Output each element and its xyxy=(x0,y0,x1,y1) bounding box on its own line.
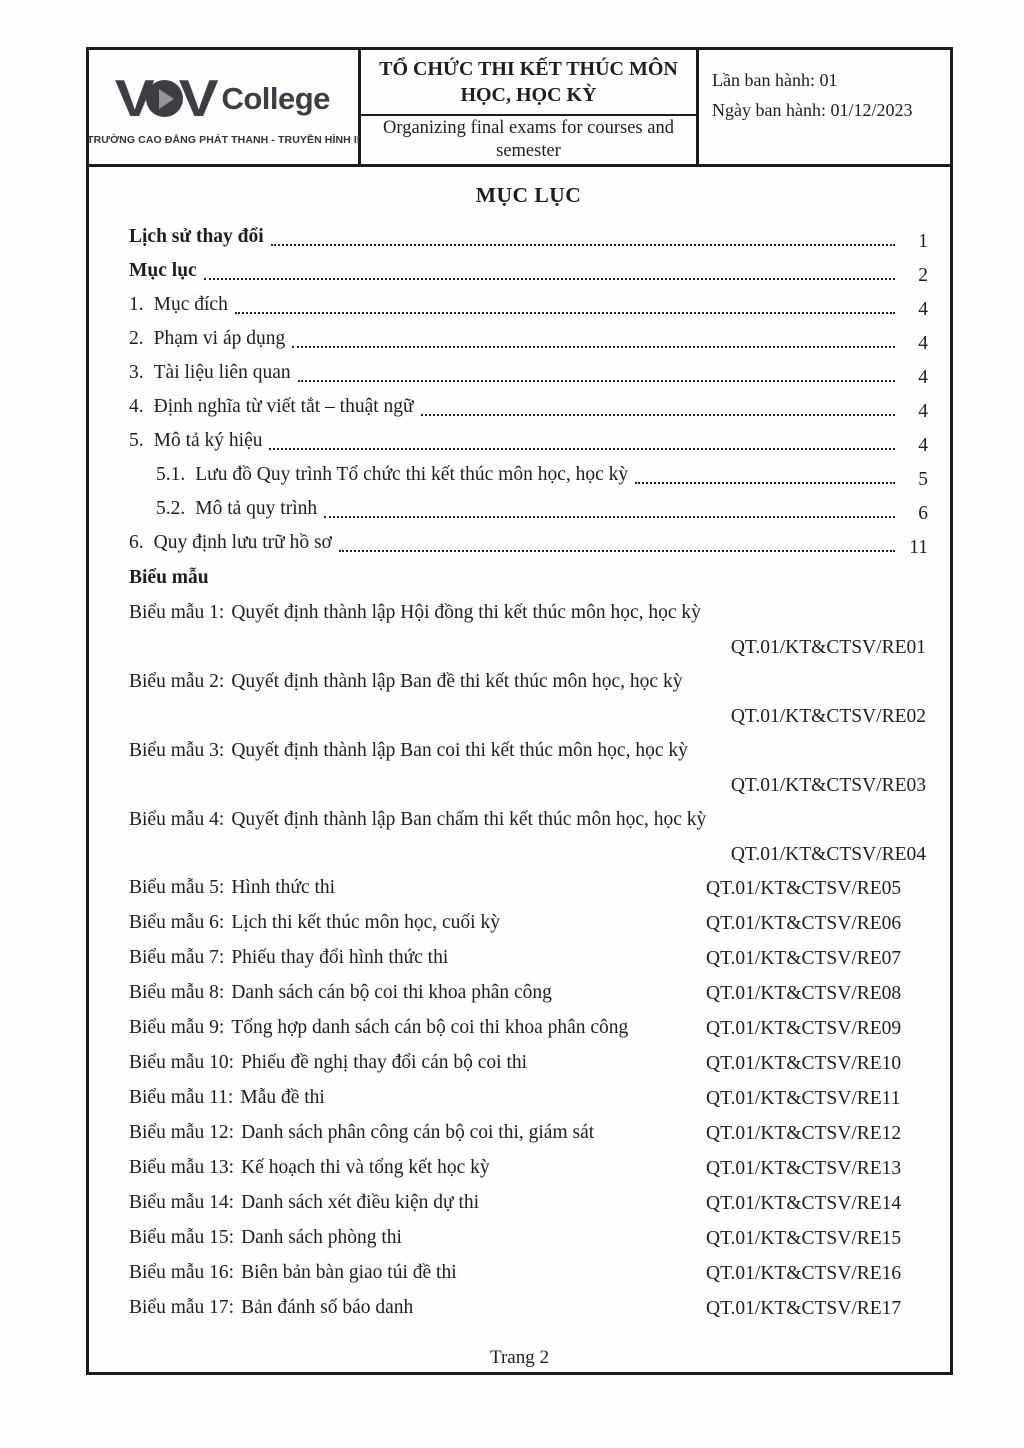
form-entry-title: Tổng hợp danh sách cán bộ coi thi khoa phân công xyxy=(231,1017,629,1039)
toc-entry-page: 11 xyxy=(909,537,928,558)
school-name: TRƯỜNG CAO ĐẲNG PHÁT THANH - TRUYỀN HÌNH II xyxy=(87,133,360,146)
toc-entry xyxy=(129,322,928,356)
toc-entry-number: 5.1. xyxy=(156,464,186,485)
dotted-leader xyxy=(298,380,895,382)
page-title: MỤC LỤC xyxy=(475,183,582,207)
document-title-en: Organizing final exams for courses and semester xyxy=(383,117,674,161)
form-entry-title: Phiếu đề nghị thay đổi cán bộ coi thi xyxy=(241,1052,528,1074)
form-entry-title: Lịch thi kết thúc môn học, cuối kỳ xyxy=(231,912,500,934)
form-entry-prefix: Biểu mẫu 5: xyxy=(129,877,225,899)
form-entry xyxy=(129,1291,928,1326)
form-entry-title: Kế hoạch thi và tổng kết học kỳ xyxy=(241,1157,490,1179)
form-entry xyxy=(129,1046,928,1081)
form-entry-code: QT.01/KT&CTSV/RE08 xyxy=(706,982,902,1004)
document-content xyxy=(89,167,950,1326)
form-entry-label xyxy=(129,1121,706,1145)
toc-entry-page: 2 xyxy=(918,265,928,286)
toc-entry-label: Mô tả quy trình xyxy=(195,498,318,519)
form-entry-prefix: Biểu mẫu 1: xyxy=(129,602,225,623)
toc-entry-page: 5 xyxy=(918,469,928,490)
form-entry-label xyxy=(129,1296,706,1320)
form-entry-code: QT.01/KT&CTSV/RE16 xyxy=(706,1262,902,1284)
vov-logo xyxy=(114,69,330,128)
toc-entry-label: Mục lục xyxy=(129,260,197,281)
dotted-leader xyxy=(235,312,895,314)
form-entry-prefix: Biểu mẫu 2: xyxy=(129,671,225,692)
form-entry-code: QT.01/KT&CTSV/RE10 xyxy=(706,1052,902,1074)
form-entry-title: Danh sách phòng thi xyxy=(241,1227,402,1249)
toc-entry-page: 4 xyxy=(918,333,928,354)
title-cell xyxy=(361,50,699,164)
toc-entry-label: Mục đích xyxy=(153,294,228,315)
form-entry-prefix: Biểu mẫu 12: xyxy=(129,1122,235,1144)
form-entry-code: QT.01/KT&CTSV/RE03 xyxy=(730,775,926,796)
logo-letter-v1: V xyxy=(114,69,151,128)
form-entry-title: Quyết định thành lập Hội đồng thi kết thúc môn học, học kỳ xyxy=(231,602,701,623)
dotted-leader xyxy=(271,244,895,246)
toc-entry xyxy=(129,220,928,254)
form-entry-prefix: Biểu mẫu 16: xyxy=(129,1262,235,1284)
form-entry-label xyxy=(129,664,928,700)
form-entry-title: Quyết định thành lập Ban chấm thi kết thúc môn học, học kỳ xyxy=(231,809,707,830)
form-entry-prefix: Biểu mẫu 14: xyxy=(129,1192,235,1214)
form-entry-code: QT.01/KT&CTSV/RE02 xyxy=(730,706,926,727)
form-entry-label xyxy=(129,1086,706,1110)
toc-entry xyxy=(129,254,928,288)
logo-college-label: College xyxy=(221,80,330,116)
form-entry-label xyxy=(129,802,928,838)
form-entry-code: QT.01/KT&CTSV/RE01 xyxy=(730,637,926,658)
form-entry-title: Danh sách cán bộ coi thi khoa phân công xyxy=(231,982,552,1004)
dotted-leader xyxy=(339,550,895,552)
toc-entry-number: 1. xyxy=(129,294,144,315)
form-entry-label xyxy=(129,946,706,970)
page-footer: Trang 2 xyxy=(490,1347,549,1368)
toc-entry xyxy=(129,390,928,424)
form-entry xyxy=(129,976,928,1011)
document-title-vi: TỔ CHỨC THI KẾT THÚC MÔN HỌC, HỌC KỲ xyxy=(361,50,696,116)
toc-entry xyxy=(129,288,928,322)
form-entry xyxy=(129,1186,928,1221)
toc-entry-label: Mô tả ký hiệu xyxy=(153,430,263,451)
form-entry-code: QT.01/KT&CTSV/RE04 xyxy=(730,844,926,865)
toc-entry-label: Lịch sử thay đổi xyxy=(129,226,264,247)
toc-entry-page: 4 xyxy=(918,401,928,422)
form-entry-prefix: Biểu mẫu 4: xyxy=(129,809,225,830)
form-entry-prefix: Biểu mẫu 8: xyxy=(129,982,225,1004)
form-entry-code: QT.01/KT&CTSV/RE17 xyxy=(706,1297,902,1319)
form-entry-prefix: Biểu mẫu 10: xyxy=(129,1052,235,1074)
form-entry-prefix: Biểu mẫu 3: xyxy=(129,740,225,761)
toc-entry-number: 4. xyxy=(129,396,144,417)
dotted-leader xyxy=(269,448,895,450)
form-entry-code: QT.01/KT&CTSV/RE13 xyxy=(706,1157,902,1179)
form-entry xyxy=(129,1081,928,1116)
toc-entry xyxy=(129,424,928,458)
document-box xyxy=(86,47,953,1375)
form-entry-label xyxy=(129,1261,706,1285)
form-entry-code: QT.01/KT&CTSV/RE14 xyxy=(706,1192,902,1214)
form-entry-label xyxy=(129,1051,706,1075)
form-entry xyxy=(129,664,928,733)
toc-entry-page: 4 xyxy=(918,435,928,456)
toc-entry-page: 4 xyxy=(918,299,928,320)
form-entry xyxy=(129,802,928,871)
dotted-leader xyxy=(324,516,895,518)
form-entry-prefix: Biểu mẫu 13: xyxy=(129,1157,235,1179)
toc-entry-number: 6. xyxy=(129,532,144,553)
toc-entry xyxy=(129,526,928,560)
play-icon xyxy=(146,80,183,117)
toc-entry-label: Định nghĩa từ viết tắt – thuật ngữ xyxy=(153,396,414,417)
form-entry xyxy=(129,1011,928,1046)
form-entry xyxy=(129,1256,928,1291)
form-entry xyxy=(129,941,928,976)
issue-cell xyxy=(699,50,950,164)
issue-number: Lần ban hành: 01 xyxy=(712,70,838,90)
toc-entry-label: Tài liệu liên quan xyxy=(153,362,291,383)
form-entry-prefix: Biểu mẫu 15: xyxy=(129,1227,235,1249)
form-entry xyxy=(129,1116,928,1151)
toc-entry-label: Phạm vi áp dụng xyxy=(153,328,286,349)
toc-entry-page: 1 xyxy=(918,231,928,252)
logo-cell xyxy=(89,50,361,164)
toc-entry xyxy=(129,458,928,492)
form-entry-title: Danh sách phân công cán bộ coi thi, giám sát xyxy=(241,1122,595,1144)
form-entry-prefix: Biểu mẫu 17: xyxy=(129,1297,235,1319)
form-entry-code: QT.01/KT&CTSV/RE12 xyxy=(706,1122,902,1144)
form-entry-code: QT.01/KT&CTSV/RE11 xyxy=(706,1087,901,1109)
form-entry-title: Mẫu đề thi xyxy=(240,1087,325,1109)
form-entry-title: Quyết định thành lập Ban đề thi kết thúc môn học, học kỳ xyxy=(231,671,683,692)
form-entry-label xyxy=(129,981,706,1005)
toc-entry-number: 3. xyxy=(129,362,144,383)
form-entry xyxy=(129,906,928,941)
dotted-leader xyxy=(292,346,895,348)
toc-entry-number: 2. xyxy=(129,328,144,349)
form-entry xyxy=(129,595,928,664)
form-entry-code: QT.01/KT&CTSV/RE09 xyxy=(706,1017,902,1039)
form-entry-label xyxy=(129,1191,706,1215)
form-entry xyxy=(129,1221,928,1256)
toc-entry-number: 5. xyxy=(129,430,144,451)
logo-letter-v2: V xyxy=(178,69,214,128)
form-entry-label xyxy=(129,911,706,935)
form-entry-code: QT.01/KT&CTSV/RE15 xyxy=(706,1227,902,1249)
form-entry xyxy=(129,1151,928,1186)
form-entry-title: Bản đánh số báo danh xyxy=(241,1297,414,1319)
issue-date: Ngày ban hành: 01/12/2023 xyxy=(712,100,913,120)
form-entry-title: Hình thức thi xyxy=(231,877,336,899)
form-entry-prefix: Biểu mẫu 7: xyxy=(129,947,225,969)
toc-entry-page: 4 xyxy=(918,367,928,388)
form-entry-code: QT.01/KT&CTSV/RE07 xyxy=(706,947,902,969)
form-entry-title: Danh sách xét điều kiện dự thi xyxy=(241,1192,480,1214)
form-entry-label xyxy=(129,1226,706,1250)
form-entry-label xyxy=(129,876,706,900)
forms-heading: Biểu mẫu xyxy=(129,567,209,588)
toc-entry-page: 6 xyxy=(918,503,928,524)
form-entry-label xyxy=(129,733,928,769)
form-entry-title: Biên bản bàn giao túi đề thi xyxy=(241,1262,457,1284)
dotted-leader xyxy=(635,482,895,484)
form-entry-title: Phiếu thay đổi hình thức thi xyxy=(231,947,449,969)
form-entry-prefix: Biểu mẫu 6: xyxy=(129,912,225,934)
form-entry-label xyxy=(129,595,928,631)
form-entry-prefix: Biểu mẫu 9: xyxy=(129,1017,225,1039)
form-entry-prefix: Biểu mẫu 11: xyxy=(129,1087,234,1109)
form-entry-label xyxy=(129,1016,706,1040)
form-entry xyxy=(129,733,928,802)
dotted-leader xyxy=(421,414,895,416)
form-entry-code: QT.01/KT&CTSV/RE05 xyxy=(706,877,902,899)
form-entry-code: QT.01/KT&CTSV/RE06 xyxy=(706,912,902,934)
document-header xyxy=(89,50,950,167)
toc-list xyxy=(129,220,928,560)
dotted-leader xyxy=(204,278,895,280)
toc-entry-label: Quy định lưu trữ hồ sơ xyxy=(153,532,332,553)
play-triangle-icon xyxy=(159,89,174,109)
toc-entry xyxy=(129,492,928,526)
form-entry xyxy=(129,871,928,906)
form-entry-label xyxy=(129,1156,706,1180)
toc-entry xyxy=(129,356,928,390)
toc-entry-number: 5.2. xyxy=(156,498,186,519)
forms-list xyxy=(129,595,928,1326)
form-entry-title: Quyết định thành lập Ban coi thi kết thúc môn học, học kỳ xyxy=(231,740,688,761)
toc-entry-label: Lưu đồ Quy trình Tổ chức thi kết thúc môn học, học kỳ xyxy=(195,464,629,485)
